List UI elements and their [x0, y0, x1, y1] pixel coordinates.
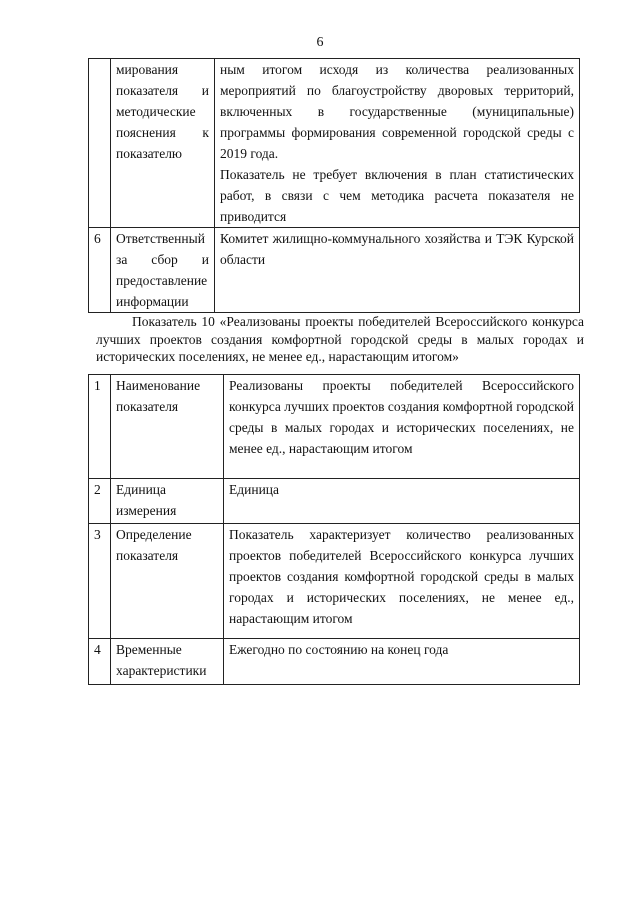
row-value: Ежегодно по состоянию на конец года	[224, 639, 580, 685]
table-row	[89, 59, 580, 228]
table-row	[89, 639, 580, 685]
row-number: 2	[89, 479, 111, 524]
row-number: 1	[89, 375, 111, 479]
row-value-paragraph: Комитет жилищно-коммунального хозяйства и ТЭК Курской области	[220, 231, 574, 267]
row-number: 6	[89, 228, 111, 313]
row-label: Единица измерения	[111, 479, 224, 524]
row-label: Наименование показателя	[111, 375, 224, 479]
row-value	[215, 59, 580, 228]
table-row	[89, 524, 580, 639]
table-row	[89, 228, 580, 313]
row-number: 4	[89, 639, 111, 685]
row-label: Ответственный за сбор и предоставление информации	[111, 228, 215, 313]
indicator-heading: Показатель 10 «Реализованы проекты победителей Всероссийского конкурса лучших проектов создания комфортной городской среды в малых городах и исторических поселениях, не менее ед., нарастающим итогом»	[96, 314, 584, 364]
page-number: 6	[316, 35, 324, 50]
row-number	[89, 59, 111, 228]
table-row	[89, 479, 580, 524]
row-value	[215, 228, 580, 313]
row-value: Единица	[224, 479, 580, 524]
row-value: Показатель характеризует количество реализованных проектов победителей Всероссийского конкурса лучших проектов создания комфортной городской среды в малых городах и исторических поселениях, не менее ед., нарастающим итогом	[224, 524, 580, 639]
row-value-paragraph: ным итогом исходя из количества реализованных мероприятий по благоустройству дворовых территорий, включенных в государственные (муниципальные) программы формирования современной городской среды с 2019 года.	[220, 62, 574, 161]
row-label: Временные характеристики	[111, 639, 224, 685]
indicator-table	[88, 374, 580, 685]
row-value-paragraph: Показатель не требует включения в план статистических работ, в связи с чем методика расчета показателя не приводится	[220, 167, 574, 224]
row-number: 3	[89, 524, 111, 639]
indicator-table-continued	[88, 58, 580, 313]
row-label: мирования показателя и методические пояснения к показателю	[111, 59, 215, 228]
table-row	[89, 375, 580, 479]
row-value: Реализованы проекты победителей Всероссийского конкурса лучших проектов создания комфортной городской среды в малых городах и исторических поселениях, не менее ед., нарастающим итогом	[224, 375, 580, 479]
row-label: Определение показателя	[111, 524, 224, 639]
